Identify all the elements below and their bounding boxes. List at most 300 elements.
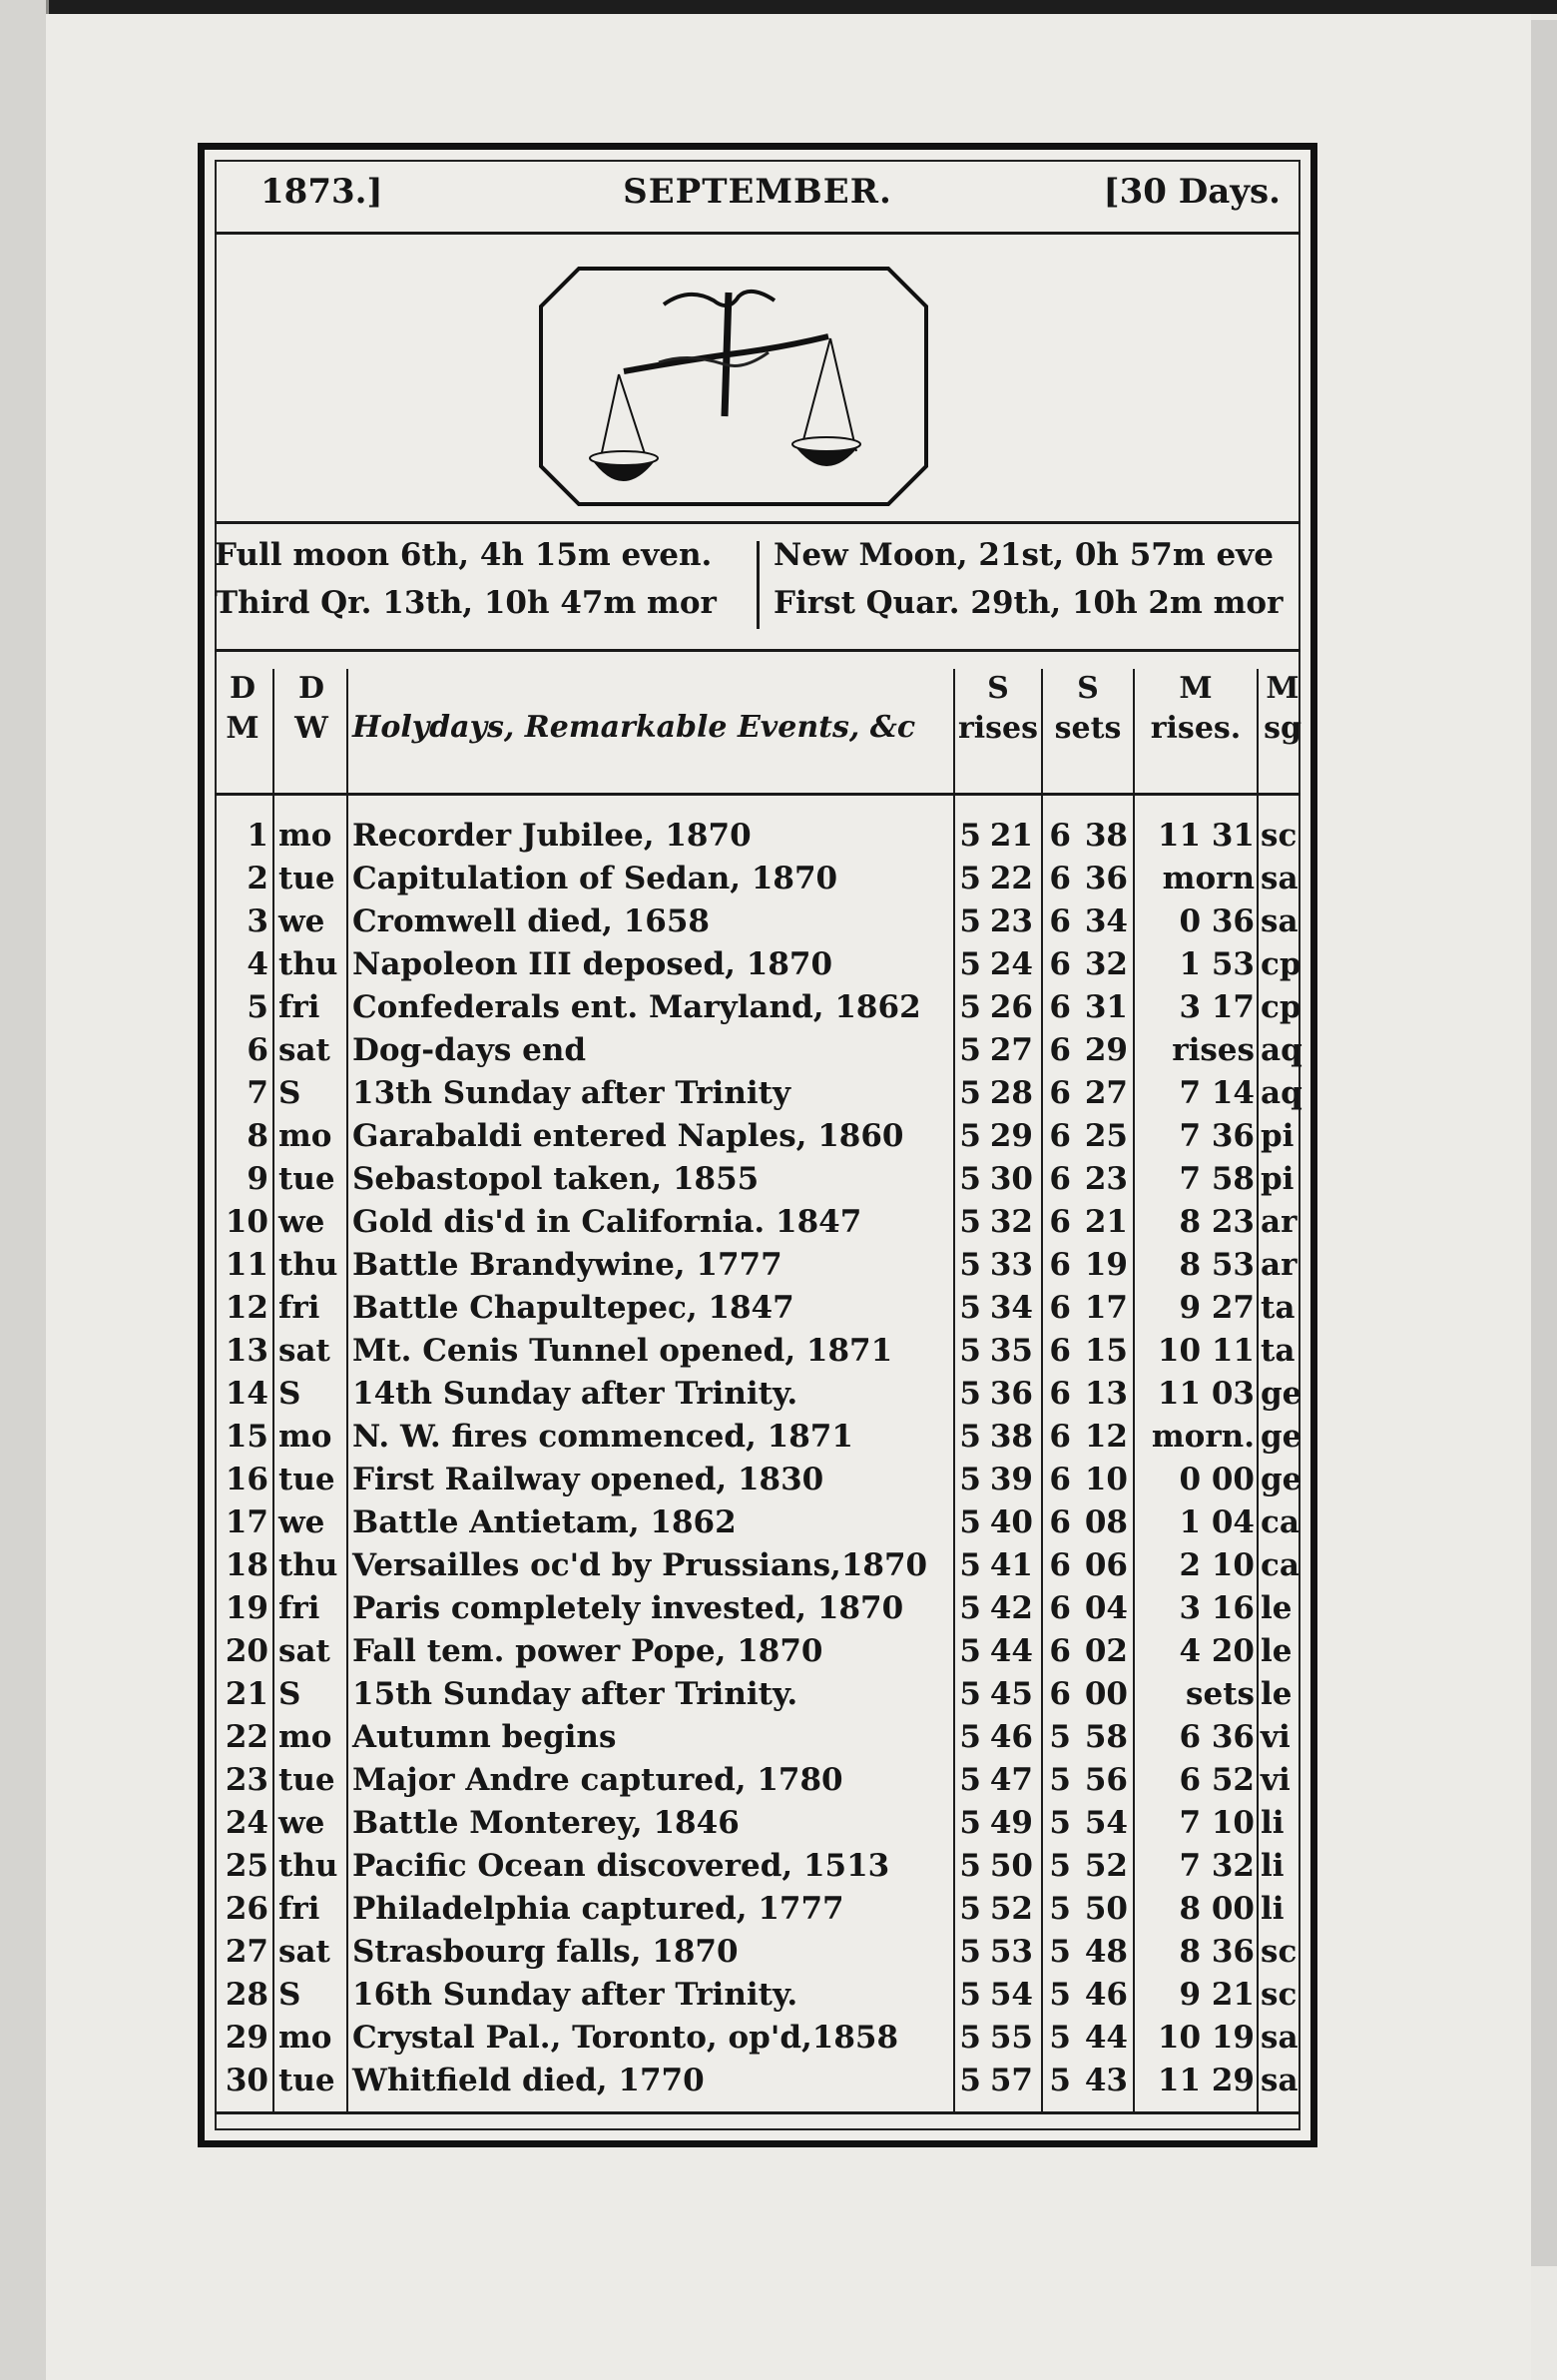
day-of-week: thu xyxy=(278,1848,338,1884)
event-text: Fall tem. power Pope, 1870 xyxy=(352,1633,823,1669)
sunrise-minute: 29 xyxy=(989,1118,1033,1154)
moon-sign: sa xyxy=(1261,861,1298,896)
sunset-minute: 13 xyxy=(1084,1376,1128,1412)
sunset-minute: 36 xyxy=(1084,861,1128,896)
sunrise-hour: 5 xyxy=(959,1462,981,1497)
moon-sign: sc xyxy=(1261,818,1298,854)
sunset-minute: 23 xyxy=(1084,1161,1128,1197)
sunrise-minute: 27 xyxy=(989,1032,1033,1068)
sunrise-minute: 28 xyxy=(989,1075,1033,1111)
moon-rises: 1 53 xyxy=(1179,946,1255,982)
day-of-month: 16 xyxy=(225,1462,268,1497)
sunrise-hour: 5 xyxy=(959,1504,981,1540)
scan-right-edge xyxy=(1531,20,1557,2266)
moon-rises: 11 31 xyxy=(1157,818,1255,854)
day-of-month: 18 xyxy=(225,1547,268,1583)
event-text: Confederals ent. Maryland, 1862 xyxy=(352,989,921,1025)
day-of-month: 24 xyxy=(225,1805,268,1841)
sunset-minute: 54 xyxy=(1084,1805,1128,1841)
month-title: SEPTEMBER. xyxy=(623,172,892,212)
moon-rises: 8 23 xyxy=(1179,1204,1255,1240)
table-header-rule xyxy=(215,793,1300,796)
sunset-hour: 6 xyxy=(1049,1462,1071,1497)
sunrise-hour: 5 xyxy=(959,1719,981,1755)
day-of-week: S xyxy=(278,1376,301,1412)
event-text: Crystal Pal., Toronto, op'd,1858 xyxy=(352,2020,899,2056)
event-text: First Railway opened, 1830 xyxy=(352,1462,824,1497)
sunrise-hour: 5 xyxy=(959,1934,981,1970)
sunrise-hour: 5 xyxy=(959,1676,981,1712)
day-of-week: mo xyxy=(278,818,332,854)
sunset-minute: 27 xyxy=(1084,1075,1128,1111)
sunset-hour: 5 xyxy=(1049,1762,1071,1798)
sunset-minute: 08 xyxy=(1084,1504,1128,1540)
sunset-hour: 6 xyxy=(1049,1547,1071,1583)
sunset-minute: 52 xyxy=(1084,1848,1128,1884)
moon-sign: ge xyxy=(1261,1376,1302,1412)
moon-rises: sets xyxy=(1186,1676,1255,1712)
event-text: Whitfield died, 1770 xyxy=(352,2063,705,2098)
event-text: Philadelphia captured, 1777 xyxy=(352,1891,844,1927)
sunset-hour: 6 xyxy=(1049,1419,1071,1455)
table-row xyxy=(205,1501,1310,1544)
event-text: Recorder Jubilee, 1870 xyxy=(352,818,752,854)
sunrise-hour: 5 xyxy=(959,1762,981,1798)
sunrise-hour: 5 xyxy=(959,1161,981,1197)
sunset-hour: 6 xyxy=(1049,1290,1071,1326)
sunset-hour: 6 xyxy=(1049,903,1071,939)
header-rule xyxy=(215,232,1300,235)
sunrise-hour: 5 xyxy=(959,946,981,982)
table-row xyxy=(205,1158,1310,1201)
event-text: Mt. Cenis Tunnel opened, 1871 xyxy=(352,1333,893,1369)
moon-sign: ar xyxy=(1261,1204,1298,1240)
day-of-month: 20 xyxy=(225,1633,268,1669)
sunset-hour: 5 xyxy=(1049,1805,1071,1841)
sunset-minute: 25 xyxy=(1084,1118,1128,1154)
moon-rises: 8 36 xyxy=(1179,1934,1255,1970)
event-text: Strasbourg falls, 1870 xyxy=(352,1934,739,1970)
sunrise-hour: 5 xyxy=(959,1290,981,1326)
event-text: Paris completely invested, 1870 xyxy=(352,1590,904,1626)
sunset-hour: 6 xyxy=(1049,1161,1071,1197)
sunset-hour: 6 xyxy=(1049,1118,1071,1154)
sunrise-hour: 5 xyxy=(959,861,981,896)
day-of-month: 11 xyxy=(225,1247,268,1283)
event-text: 13th Sunday after Trinity xyxy=(352,1075,790,1111)
day-of-month: 7 xyxy=(247,1075,268,1111)
sunrise-minute: 21 xyxy=(989,818,1033,854)
sunrise-minute: 39 xyxy=(989,1462,1033,1497)
bottom-rule xyxy=(215,2111,1300,2114)
moon-sign: ca xyxy=(1261,1547,1299,1583)
day-of-month: 12 xyxy=(225,1290,268,1326)
day-of-week: sat xyxy=(278,1032,330,1068)
sunset-minute: 46 xyxy=(1084,1977,1128,2013)
event-text: Battle Monterey, 1846 xyxy=(352,1805,740,1841)
moon-sign: ca xyxy=(1261,1504,1299,1540)
moon-sign: ta xyxy=(1261,1290,1296,1326)
table-row xyxy=(205,2060,1310,2102)
col-header-sun-sets: S sets xyxy=(1054,671,1122,746)
sunrise-hour: 5 xyxy=(959,1590,981,1626)
table-row xyxy=(205,1244,1310,1287)
sunset-minute: 29 xyxy=(1084,1032,1128,1068)
sunset-hour: 6 xyxy=(1049,989,1071,1025)
col-header-day-of-month: D M xyxy=(226,671,260,746)
moon-rises: 7 58 xyxy=(1179,1161,1255,1197)
new-moon-line: New Moon, 21st, 0h 57m eve xyxy=(774,537,1274,573)
table-row xyxy=(205,1716,1310,1759)
sunset-hour: 5 xyxy=(1049,1891,1071,1927)
event-text: Pacific Ocean discovered, 1513 xyxy=(352,1848,890,1884)
sunrise-minute: 49 xyxy=(989,1805,1033,1841)
year-label: 1873.] xyxy=(260,172,383,212)
sunrise-minute: 57 xyxy=(989,2063,1033,2098)
moon-sign: le xyxy=(1261,1633,1293,1669)
table-row xyxy=(205,1802,1310,1845)
sunrise-minute: 35 xyxy=(989,1333,1033,1369)
day-of-month: 22 xyxy=(225,1719,268,1755)
sunset-minute: 21 xyxy=(1084,1204,1128,1240)
sunrise-hour: 5 xyxy=(959,1977,981,2013)
event-text: 16th Sunday after Trinity. xyxy=(352,1977,798,2013)
table-row xyxy=(205,986,1310,1029)
sunset-hour: 6 xyxy=(1049,1247,1071,1283)
moon-rises: 7 10 xyxy=(1179,1805,1255,1841)
sunset-hour: 6 xyxy=(1049,946,1071,982)
table-row xyxy=(205,1759,1310,1802)
moon-sign: ge xyxy=(1261,1419,1302,1455)
table-row xyxy=(205,1115,1310,1158)
table-row xyxy=(205,1330,1310,1373)
event-text: Capitulation of Sedan, 1870 xyxy=(352,861,838,896)
moon-sign: li xyxy=(1261,1805,1285,1841)
table-row xyxy=(205,1845,1310,1888)
moon-sign: sc xyxy=(1261,1977,1298,2013)
day-of-month: 6 xyxy=(247,1032,268,1068)
sunset-hour: 5 xyxy=(1049,1934,1071,1970)
sunset-hour: 6 xyxy=(1049,1032,1071,1068)
sunset-hour: 6 xyxy=(1049,1676,1071,1712)
col-header-sun-rises: S rises xyxy=(957,671,1039,746)
day-of-month: 15 xyxy=(225,1419,268,1455)
sunrise-hour: 5 xyxy=(959,1376,981,1412)
event-text: Battle Chapultepec, 1847 xyxy=(352,1290,794,1326)
col-header-moon-rises: M rises. xyxy=(1150,671,1242,746)
table-row xyxy=(205,1029,1310,1072)
phase-divider xyxy=(757,541,760,629)
day-of-month: 19 xyxy=(225,1590,268,1626)
day-of-week: fri xyxy=(278,989,320,1025)
day-of-week: mo xyxy=(278,2020,332,2056)
day-of-week: S xyxy=(278,1075,301,1111)
sunrise-hour: 5 xyxy=(959,1633,981,1669)
sunrise-minute: 53 xyxy=(989,1934,1033,1970)
day-of-month: 27 xyxy=(225,1934,268,1970)
moon-rises: 0 36 xyxy=(1179,903,1255,939)
event-text: Cromwell died, 1658 xyxy=(352,903,710,939)
moon-sign: aq xyxy=(1261,1032,1302,1068)
moon-sign: vi xyxy=(1261,1719,1291,1755)
day-of-month: 5 xyxy=(247,989,268,1025)
event-text: Versailles oc'd by Prussians,1870 xyxy=(352,1547,928,1583)
moon-sign: li xyxy=(1261,1848,1285,1884)
table-row xyxy=(205,1373,1310,1416)
sunrise-minute: 50 xyxy=(989,1848,1033,1884)
sunset-minute: 34 xyxy=(1084,903,1128,939)
moon-sign: sa xyxy=(1261,2020,1298,2056)
scan-left-edge xyxy=(0,0,49,2380)
moon-sign: ta xyxy=(1261,1333,1296,1369)
sunrise-minute: 45 xyxy=(989,1676,1033,1712)
sunset-minute: 56 xyxy=(1084,1762,1128,1798)
table-row xyxy=(205,1931,1310,1974)
sunset-minute: 43 xyxy=(1084,2063,1128,2098)
event-text: 14th Sunday after Trinity. xyxy=(352,1376,798,1412)
sunrise-hour: 5 xyxy=(959,1118,981,1154)
moon-sign: ar xyxy=(1261,1247,1298,1283)
event-text: Napoleon III deposed, 1870 xyxy=(352,946,833,982)
sunrise-hour: 5 xyxy=(959,1805,981,1841)
day-of-month: 9 xyxy=(247,1161,268,1197)
table-row xyxy=(205,1587,1310,1630)
moon-rises: 3 17 xyxy=(1179,989,1255,1025)
day-of-month: 4 xyxy=(247,946,268,982)
moon-sign: sa xyxy=(1261,2063,1298,2098)
col-header-events: Holydays, Remarkable Events, &c xyxy=(352,710,916,745)
moon-rises: 9 21 xyxy=(1179,1977,1255,2013)
day-of-month: 30 xyxy=(225,2063,268,2098)
sunset-hour: 6 xyxy=(1049,1504,1071,1540)
sunrise-minute: 30 xyxy=(989,1161,1033,1197)
moon-rises: 10 19 xyxy=(1157,2020,1255,2056)
table-row xyxy=(205,1459,1310,1501)
sunset-minute: 02 xyxy=(1084,1633,1128,1669)
sunset-hour: 5 xyxy=(1049,2063,1071,2098)
sunset-hour: 6 xyxy=(1049,1204,1071,1240)
event-text: 15th Sunday after Trinity. xyxy=(352,1676,798,1712)
day-of-week: sat xyxy=(278,1934,330,1970)
table-row xyxy=(205,1072,1310,1115)
table-row xyxy=(205,900,1310,943)
event-text: Autumn begins xyxy=(352,1719,617,1755)
day-of-week: sat xyxy=(278,1633,330,1669)
sunset-minute: 04 xyxy=(1084,1590,1128,1626)
sunset-hour: 6 xyxy=(1049,1633,1071,1669)
days-count: [30 Days. xyxy=(1103,172,1281,212)
sunset-hour: 6 xyxy=(1049,1376,1071,1412)
day-of-month: 26 xyxy=(225,1891,268,1927)
sunset-hour: 6 xyxy=(1049,818,1071,854)
day-of-week: tue xyxy=(278,1161,335,1197)
sunset-minute: 15 xyxy=(1084,1333,1128,1369)
sunset-hour: 5 xyxy=(1049,1848,1071,1884)
event-text: Garabaldi entered Naples, 1860 xyxy=(352,1118,904,1154)
sunset-hour: 5 xyxy=(1049,1719,1071,1755)
moon-rises: 10 11 xyxy=(1157,1333,1255,1369)
moon-sign: sc xyxy=(1261,1934,1298,1970)
sunrise-hour: 5 xyxy=(959,1333,981,1369)
day-of-week: mo xyxy=(278,1118,332,1154)
day-of-week: S xyxy=(278,1676,301,1712)
table-row xyxy=(205,1630,1310,1673)
sunrise-minute: 52 xyxy=(989,1891,1033,1927)
day-of-week: we xyxy=(278,1504,325,1540)
table-row xyxy=(205,1201,1310,1244)
event-text: Sebastopol taken, 1855 xyxy=(352,1161,760,1197)
sunrise-hour: 5 xyxy=(959,1891,981,1927)
event-text: Major Andre captured, 1780 xyxy=(352,1762,843,1798)
sunset-minute: 10 xyxy=(1084,1462,1128,1497)
moon-rises: 1 04 xyxy=(1179,1504,1255,1540)
moon-rises: 7 14 xyxy=(1179,1075,1255,1111)
moon-sign: vi xyxy=(1261,1762,1291,1798)
moon-rises: 4 20 xyxy=(1179,1633,1255,1669)
sunrise-minute: 36 xyxy=(989,1376,1033,1412)
day-of-week: thu xyxy=(278,946,338,982)
moon-rises: 6 36 xyxy=(1179,1719,1255,1755)
scan-top-edge xyxy=(0,0,1557,14)
moon-phases-right xyxy=(774,531,1283,627)
sunset-minute: 17 xyxy=(1084,1290,1128,1326)
sunrise-hour: 5 xyxy=(959,1419,981,1455)
table-row xyxy=(205,815,1310,858)
moon-sign: ge xyxy=(1261,1462,1302,1497)
sunrise-minute: 34 xyxy=(989,1290,1033,1326)
moon-sign: cp xyxy=(1261,989,1301,1025)
day-of-month: 13 xyxy=(225,1333,268,1369)
sunrise-minute: 44 xyxy=(989,1633,1033,1669)
sunrise-hour: 5 xyxy=(959,1247,981,1283)
phase-rule xyxy=(215,649,1300,652)
sunrise-hour: 5 xyxy=(959,1075,981,1111)
sunrise-hour: 5 xyxy=(959,818,981,854)
day-of-week: fri xyxy=(278,1891,320,1927)
day-of-week: we xyxy=(278,1204,325,1240)
moon-rises: 8 53 xyxy=(1179,1247,1255,1283)
event-text: Dog-days end xyxy=(352,1032,587,1068)
event-text: N. W. fires commenced, 1871 xyxy=(352,1419,853,1455)
page-header xyxy=(205,172,1310,222)
day-of-week: thu xyxy=(278,1547,338,1583)
table-row xyxy=(205,943,1310,986)
day-of-month: 28 xyxy=(225,1977,268,2013)
sunrise-hour: 5 xyxy=(959,1848,981,1884)
sunrise-minute: 22 xyxy=(989,861,1033,896)
moon-rises: 7 36 xyxy=(1179,1118,1255,1154)
moon-rises: 3 16 xyxy=(1179,1590,1255,1626)
table-row xyxy=(205,2017,1310,2060)
moon-rises: 2 10 xyxy=(1179,1547,1255,1583)
moon-rises: morn xyxy=(1162,861,1255,896)
moon-sign: le xyxy=(1261,1590,1293,1626)
moon-phases-left xyxy=(215,531,717,627)
sunset-hour: 5 xyxy=(1049,1977,1071,2013)
moon-sign: le xyxy=(1261,1676,1293,1712)
sunset-minute: 12 xyxy=(1084,1419,1128,1455)
sunrise-minute: 40 xyxy=(989,1504,1033,1540)
sunrise-minute: 26 xyxy=(989,989,1033,1025)
day-of-month: 2 xyxy=(247,861,268,896)
sunrise-minute: 23 xyxy=(989,903,1033,939)
sunset-minute: 44 xyxy=(1084,2020,1128,2056)
day-of-week: we xyxy=(278,903,325,939)
sunrise-hour: 5 xyxy=(959,2020,981,2056)
sunset-minute: 19 xyxy=(1084,1247,1128,1283)
moon-rises: 11 03 xyxy=(1157,1376,1255,1412)
day-of-month: 8 xyxy=(247,1118,268,1154)
day-of-week: tue xyxy=(278,1762,335,1798)
day-of-week: S xyxy=(278,1977,301,2013)
sunset-minute: 50 xyxy=(1084,1891,1128,1927)
day-of-week: we xyxy=(278,1805,325,1841)
sunset-minute: 06 xyxy=(1084,1547,1128,1583)
sunset-hour: 6 xyxy=(1049,861,1071,896)
table-row xyxy=(205,1673,1310,1716)
almanac-page-frame xyxy=(198,143,1317,2147)
sunset-hour: 5 xyxy=(1049,2020,1071,2056)
moon-sign: li xyxy=(1261,1891,1285,1927)
sunrise-minute: 24 xyxy=(989,946,1033,982)
day-of-month: 17 xyxy=(225,1504,268,1540)
sunrise-minute: 32 xyxy=(989,1204,1033,1240)
sunset-minute: 48 xyxy=(1084,1934,1128,1970)
moon-rises: 7 32 xyxy=(1179,1848,1255,1884)
moon-sign: sa xyxy=(1261,903,1298,939)
day-of-month: 3 xyxy=(247,903,268,939)
day-of-week: tue xyxy=(278,1462,335,1497)
sunset-minute: 58 xyxy=(1084,1719,1128,1755)
full-moon-line: Full moon 6th, 4h 15m even. xyxy=(215,537,713,573)
sunrise-minute: 42 xyxy=(989,1590,1033,1626)
sunset-minute: 31 xyxy=(1084,989,1128,1025)
sunrise-hour: 5 xyxy=(959,1547,981,1583)
day-of-week: thu xyxy=(278,1247,338,1283)
sunrise-minute: 46 xyxy=(989,1719,1033,1755)
day-of-month: 1 xyxy=(247,818,268,854)
sunrise-minute: 55 xyxy=(989,2020,1033,2056)
col-header-day-of-week: D W xyxy=(294,671,328,746)
moon-sign: pi xyxy=(1261,1161,1295,1197)
day-of-month: 10 xyxy=(225,1204,268,1240)
sunrise-hour: 5 xyxy=(959,2063,981,2098)
table-row xyxy=(205,1544,1310,1587)
day-of-week: mo xyxy=(278,1719,332,1755)
moon-rises: 6 52 xyxy=(1179,1762,1255,1798)
moon-sign: pi xyxy=(1261,1118,1295,1154)
col-header-moon-sign: M sg xyxy=(1264,671,1301,746)
moon-sign: cp xyxy=(1261,946,1301,982)
table-row xyxy=(205,1287,1310,1330)
day-of-week: fri xyxy=(278,1290,320,1326)
day-of-month: 23 xyxy=(225,1762,268,1798)
sunset-hour: 6 xyxy=(1049,1075,1071,1111)
emblem-rule xyxy=(215,521,1300,524)
sunrise-hour: 5 xyxy=(959,903,981,939)
day-of-month: 21 xyxy=(225,1676,268,1712)
third-quarter-line: Third Qr. 13th, 10h 47m mor xyxy=(215,585,717,621)
moon-sign: aq xyxy=(1261,1075,1302,1111)
day-of-week: sat xyxy=(278,1333,330,1369)
table-row xyxy=(205,1416,1310,1459)
sunrise-minute: 41 xyxy=(989,1547,1033,1583)
table-row xyxy=(205,1974,1310,2017)
day-of-week: tue xyxy=(278,2063,335,2098)
moon-rises: morn. xyxy=(1151,1419,1255,1455)
event-text: Gold dis'd in California. 1847 xyxy=(352,1204,862,1240)
sunset-minute: 00 xyxy=(1084,1676,1128,1712)
